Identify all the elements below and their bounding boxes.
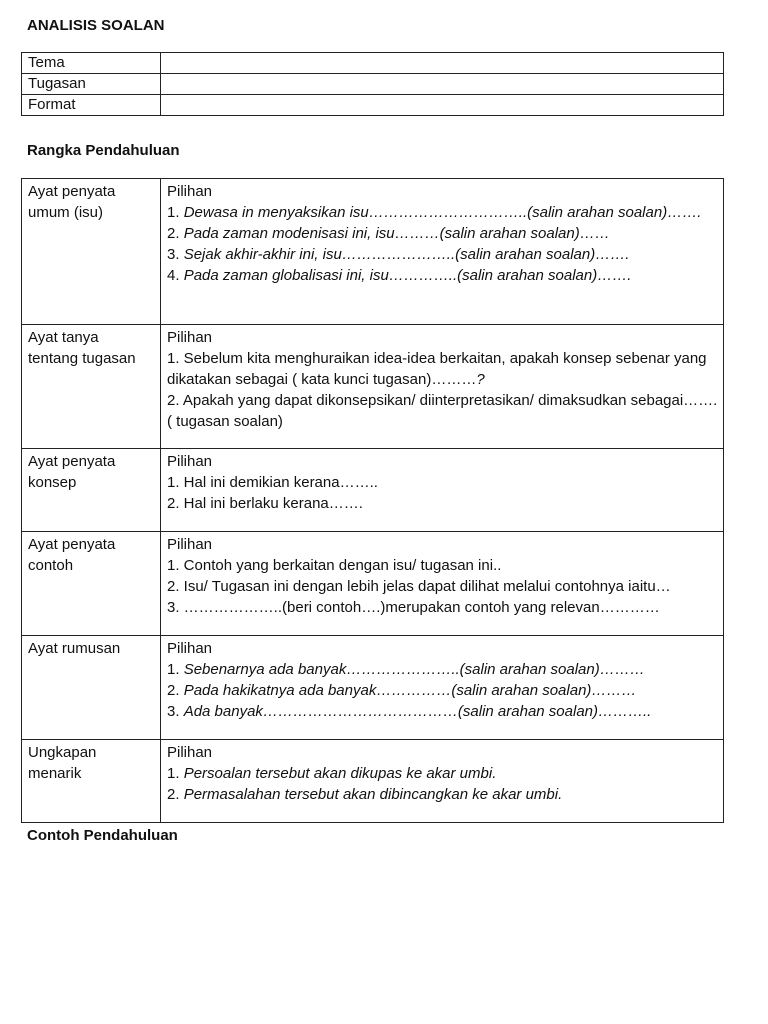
analysis-row-value xyxy=(161,95,724,116)
option-item xyxy=(167,390,719,432)
option-text: 3. xyxy=(167,703,184,720)
option-item xyxy=(167,763,719,784)
framework-row-label: Ayat penyata contoh xyxy=(22,532,161,636)
option-text: 4. xyxy=(167,267,184,284)
option-text: 2. xyxy=(167,682,184,699)
option-item xyxy=(167,555,719,576)
framework-row xyxy=(22,740,724,823)
option-text: Pada zaman modenisasi ini, isu………(salin arahan soalan)…… xyxy=(183,225,610,242)
option-item xyxy=(167,244,719,265)
options-title: Pilihan xyxy=(167,536,213,553)
option-text: 3. ………………..(beri contoh….)merupakan contoh yang relevan………… xyxy=(167,599,660,616)
heading-contoh-pendahuluan: Contoh Pendahuluan xyxy=(27,827,178,844)
framework-row-options xyxy=(161,449,724,532)
analysis-row xyxy=(22,74,724,95)
option-text: 3. xyxy=(167,246,184,263)
option-text: 1. xyxy=(167,765,184,782)
option-text: 2. xyxy=(167,786,184,803)
framework-row xyxy=(22,179,724,325)
framework-row-options xyxy=(161,636,724,740)
heading-analisis-soalan: ANALISIS SOALAN xyxy=(27,17,165,34)
analysis-row xyxy=(22,95,724,116)
analysis-table xyxy=(21,52,724,116)
framework-row-label: Ayat penyata umum (isu) xyxy=(22,179,161,325)
option-text: Sebenarnya ada banyak…………………..(salin arahan soalan)……… xyxy=(183,661,645,678)
option-item xyxy=(167,265,719,286)
option-text: Persoalan tersebut akan dikupas ke akar umbi. xyxy=(183,765,497,782)
framework-row-options xyxy=(161,179,724,325)
framework-row-options xyxy=(161,532,724,636)
option-item xyxy=(167,223,719,244)
framework-row-label: Ayat tanya tentang tugasan xyxy=(22,325,161,449)
option-text: 1. xyxy=(167,661,184,678)
option-text: 2. Hal ini berlaku kerana……. xyxy=(167,495,363,512)
option-text: ? xyxy=(476,371,485,388)
option-text: 1. Contoh yang berkaitan dengan isu/ tugasan ini.. xyxy=(167,557,502,574)
option-text: 1. Hal ini demikian kerana…….. xyxy=(167,474,378,491)
option-item xyxy=(167,202,719,223)
option-text: 1. xyxy=(167,204,184,221)
option-text: 1. Sebelum kita menghuraikan idea-idea berkaitan, apakah konsep sebenar yang dikatakan sebagai ( kata kunci tugasan)……… xyxy=(167,350,707,388)
option-text: Sejak akhir-akhir ini, isu…………………..(salin arahan soalan)……. xyxy=(183,246,630,263)
option-text: 2. Apakah yang dapat dikonsepsikan/ diinterpretasikan/ dimaksudkan sebagai…….( tugasan soalan) xyxy=(167,392,718,430)
option-item xyxy=(167,784,719,805)
option-item xyxy=(167,348,719,390)
options-title: Pilihan xyxy=(167,640,213,657)
option-text: 2. Isu/ Tugasan ini dengan lebih jelas dapat dilihat melalui contohnya iaitu… xyxy=(167,578,671,595)
options-title: Pilihan xyxy=(167,183,213,200)
option-text: Permasalahan tersebut akan dibincangkan ke akar umbi. xyxy=(183,786,563,803)
framework-row-label: Ungkapan menarik xyxy=(22,740,161,823)
option-item xyxy=(167,597,719,618)
analysis-row-value xyxy=(161,74,724,95)
framework-row xyxy=(22,449,724,532)
option-item xyxy=(167,576,719,597)
framework-row xyxy=(22,636,724,740)
analysis-row xyxy=(22,53,724,74)
analysis-row-label: Tema xyxy=(22,53,161,74)
framework-row-options xyxy=(161,325,724,449)
options-title: Pilihan xyxy=(167,744,213,761)
option-text: Pada hakikatnya ada banyak……………(salin arahan soalan)……… xyxy=(183,682,637,699)
analysis-row-label: Format xyxy=(22,95,161,116)
options-title: Pilihan xyxy=(167,329,213,346)
option-item xyxy=(167,701,719,722)
analysis-row-value xyxy=(161,53,724,74)
option-item xyxy=(167,659,719,680)
option-text: Dewasa in menyaksikan isu…………………………..(salin arahan soalan)……. xyxy=(183,204,702,221)
option-text: Ada banyak…………………………………(salin arahan soalan)……….. xyxy=(183,703,652,720)
framework-row xyxy=(22,325,724,449)
framework-row-options xyxy=(161,740,724,823)
option-text: 2. xyxy=(167,225,184,242)
framework-row-label: Ayat penyata konsep xyxy=(22,449,161,532)
option-item xyxy=(167,680,719,701)
framework-row xyxy=(22,532,724,636)
framework-table xyxy=(21,178,724,823)
analysis-row-label: Tugasan xyxy=(22,74,161,95)
option-item xyxy=(167,493,719,514)
options-title: Pilihan xyxy=(167,453,213,470)
option-text: Pada zaman globalisasi ini, isu…………..(salin arahan soalan)……. xyxy=(183,267,632,284)
framework-row-label: Ayat rumusan xyxy=(22,636,161,740)
option-item xyxy=(167,472,719,493)
heading-rangka-pendahuluan: Rangka Pendahuluan xyxy=(27,142,180,159)
